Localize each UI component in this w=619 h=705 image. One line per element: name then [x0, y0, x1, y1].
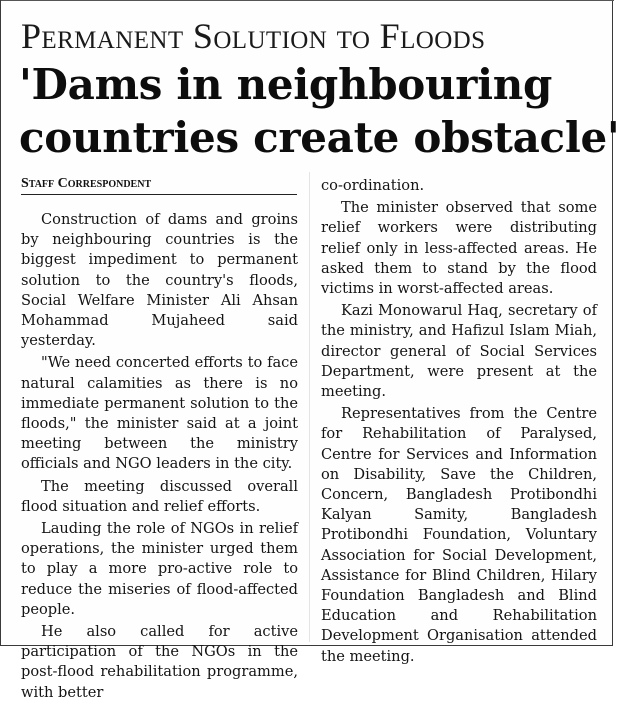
column-divider	[309, 172, 310, 642]
paragraph: Construction of dams and groins by neighbouring countries is the biggest impediment to permanent solution to the country's floods, Social Welfare Minister Ali Ahsan Mohammad Mujaheed said yesterday.	[21, 211, 298, 350]
paragraph: The minister observed that some relief workers were distributing relief only in less-affected areas. He asked them to stand by the flood victims in worst-affected areas.	[321, 199, 597, 298]
headline-line-1: 'Dams in neighbouring	[19, 60, 553, 109]
article-kicker: Permanent Solution to Floods	[21, 16, 486, 56]
top-border	[1, 0, 614, 4]
paragraph: Lauding the role of NGOs in relief operations, the minister urged them to play a more pro-active role to reduce the miseries of flood-affected people.	[21, 520, 298, 618]
paragraph: "We need concerted efforts to face natural calamities as there is no immediate permanent solution to the floods," the minister said at a joint meeting between the ministry officials and NGO leaders in the city.	[21, 354, 298, 473]
paragraph: co-ordination.	[321, 177, 425, 194]
paragraph: Kazi Monowarul Haq, secretary of the ministry, and Hafizul Islam Miah, director general of Social Services Department, were present at the meeting.	[321, 302, 597, 401]
article-column-left	[21, 210, 298, 705]
paragraph: Representatives from the Centre for Rehabilitation of Paralysed, Centre for Services and Information on Disability, Save the Children, Concern, Bangladesh Protibondhi Kalyan Samity, Bangladesh Protibondhi Foundation, Voluntary Association for Social Development, Assistance for Blind Children, Hilary Foundation Bangladesh and Blind Education and Rehabilitation Development Organisation attended the meeting.	[321, 405, 597, 665]
article-byline: Staff Correspondent	[21, 176, 152, 191]
headline-line-2: countries create obstacle'	[19, 113, 619, 162]
paragraph: The meeting discussed overall flood situation and relief efforts.	[21, 477, 298, 515]
paragraph: He also called for active participation of the NGOs in the post-flood rehabilitation programme, with better	[21, 623, 298, 701]
article-column-right	[321, 176, 597, 669]
article-headline	[19, 58, 619, 164]
byline-rule	[21, 194, 297, 195]
